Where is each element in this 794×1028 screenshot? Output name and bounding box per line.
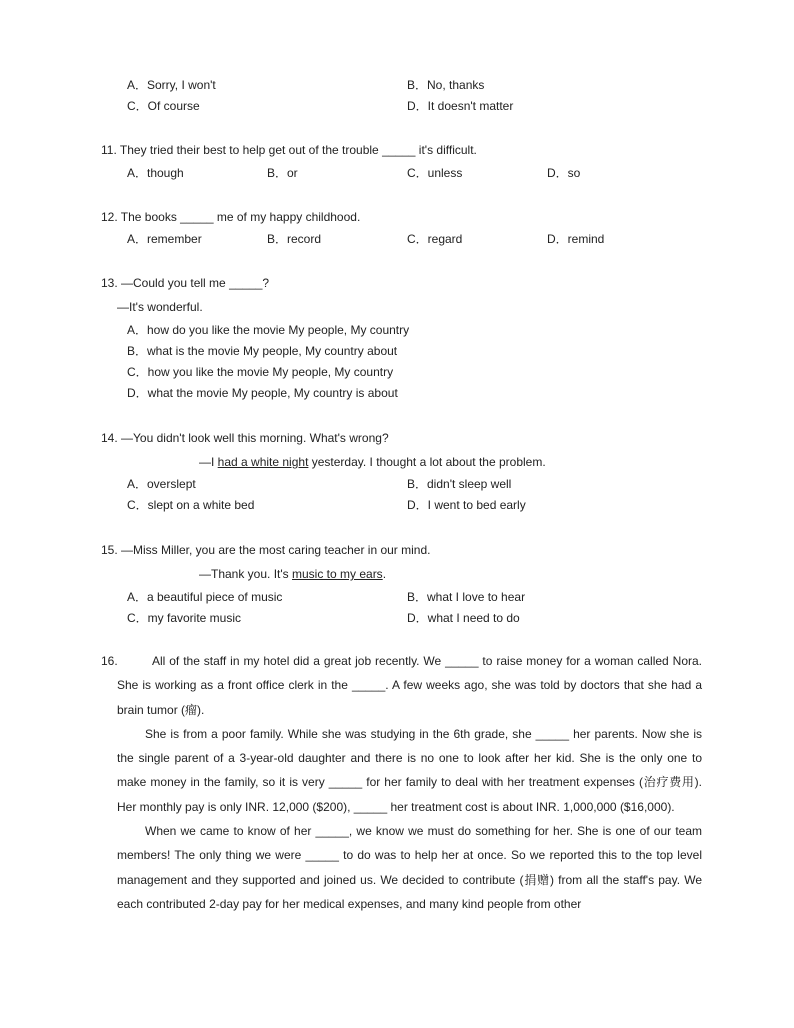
q16-paragraph-1: All of the staff in my hotel did a great job recently. We _____ to raise money for a woman called Nora. She is working as a front office clerk in the _____. A few weeks ago, she was told by doctors that she had a brain tumor (瘤). (117, 654, 702, 717)
q14-option-b: B．didn't sleep well (407, 477, 512, 491)
q13-option-c: C．how you like the movie My people, My country (127, 365, 394, 379)
q13-option-b: B．what is the movie My people, My country about (127, 344, 398, 358)
q15-option-a: A．a beautiful piece of music (127, 590, 283, 604)
q15-option-c: C．my favorite music (127, 611, 242, 625)
q11-option-a: A．though (127, 166, 184, 180)
q14-option-c: C．slept on a white bed (127, 498, 255, 512)
q13-reply: —It's wonderful. (117, 300, 203, 314)
q12-option-c: C．regard (407, 232, 463, 246)
q14-stem: 14. —You didn't look well this morning. What's wrong? (101, 431, 389, 445)
q12-option-d: D．remind (547, 232, 605, 246)
q14-underlined-phrase: had a white night (217, 455, 309, 469)
q14-reply: —I had a white night yesterday. I thought a lot about the problem. (199, 455, 546, 469)
q11-option-d: D．so (547, 166, 581, 180)
q16-number: 16. (101, 654, 118, 668)
q15-option-b: B．what I love to hear (407, 590, 526, 604)
q12-stem: 12. The books _____ me of my happy childhood. (101, 210, 361, 224)
q12-option-a: A．remember (127, 232, 202, 246)
q10-option-b: B．No, thanks (407, 78, 485, 92)
q11-stem: 11. They tried their best to help get out of the trouble _____ it's difficult. (101, 143, 477, 157)
q15-underlined-phrase: music to my ears (292, 567, 383, 581)
q15-option-d: D．what I need to do (407, 611, 520, 625)
q11-option-b: B．or (267, 166, 298, 180)
q15-stem: 15. —Miss Miller, you are the most caring teacher in our mind. (101, 543, 431, 557)
q10-option-a: A．Sorry, I won't (127, 78, 216, 92)
q10-option-c: C．Of course (127, 99, 200, 113)
q14-option-d: D．I went to bed early (407, 498, 526, 512)
q15-reply: —Thank you. It's music to my ears. (199, 567, 387, 581)
q16-paragraph-2: She is from a poor family. While she was studying in the 6th grade, she _____ her parents. Now she is the single parent of a 3-year-old daughter and there is no one to look after her kid. She is the only one to make money in the family, so it is very _____ for her family to deal with her treatment expenses (治疗费用). Her monthly pay is only INR. 12,000 ($200), _____ her treatment cost is about INR. 1,000,000 ($16,000). (117, 726, 702, 814)
q12-option-b: B．record (267, 232, 322, 246)
q16-paragraph-3: When we came to know of her _____, we know we must do something for her. She is one of our team members! The only thing we were _____ to do was to help her at once. So we reported this to the top level management and they supported and joined us. We decided to contribute (捐赠) from all the staff's pay. We each contributed 2-day pay for her medical expenses, and many kind people from other (117, 824, 702, 911)
q13-option-a: A．how do you like the movie My people, My country (127, 323, 410, 337)
q14-option-a: A．overslept (127, 477, 196, 491)
q13-stem: 13. —Could you tell me _____? (101, 276, 270, 290)
q13-option-d: D．what the movie My people, My country is about (127, 386, 398, 400)
q10-option-d: D．It doesn't matter (407, 99, 514, 113)
q16-passage (117, 649, 702, 916)
q11-option-c: C．unless (407, 166, 463, 180)
